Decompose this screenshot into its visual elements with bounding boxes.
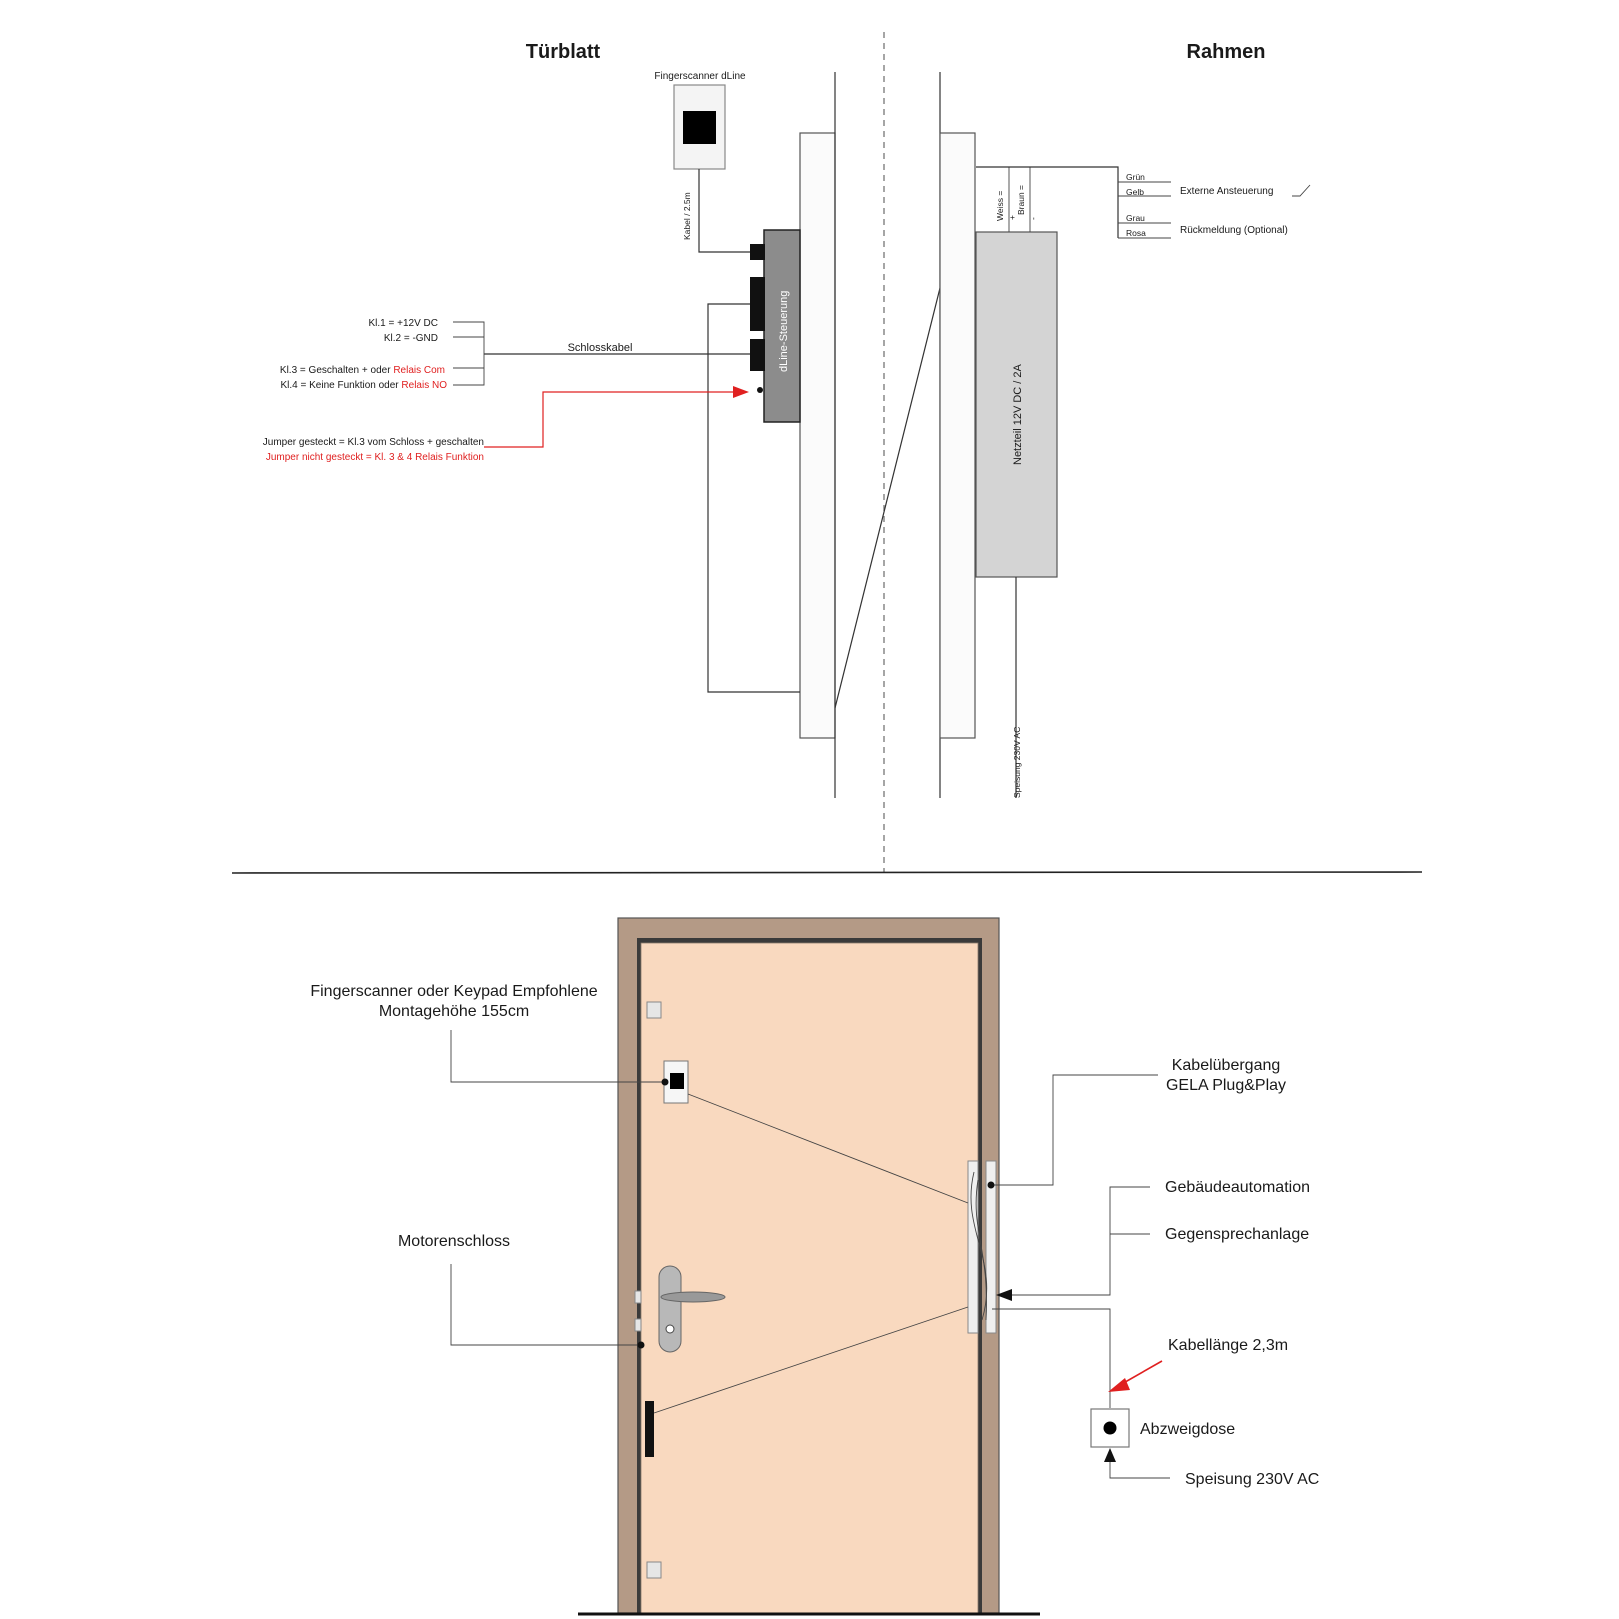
terminal-kl4-red: Relais NO bbox=[401, 380, 447, 391]
handle-plate bbox=[659, 1266, 681, 1352]
feed-arrow-icon bbox=[1104, 1448, 1116, 1462]
fingerscanner-sensor bbox=[683, 111, 716, 144]
terminal-kl4-text: Kl.4 = Keine Funktion oder bbox=[280, 380, 402, 391]
section-separator bbox=[232, 872, 1422, 873]
junction-supply-line bbox=[992, 1309, 1110, 1408]
cable-transfer-leader bbox=[992, 1075, 1158, 1185]
switch-icon bbox=[1292, 185, 1310, 196]
jumper-pin bbox=[757, 387, 763, 393]
junction-box-terminal bbox=[1104, 1422, 1117, 1435]
title-frame: Rahmen bbox=[1186, 41, 1266, 63]
cable-transfer-leaf bbox=[968, 1161, 978, 1333]
psu-feed-label: Speisung 230V AC bbox=[1012, 726, 1022, 798]
controller-label: dLine-Steuerung bbox=[778, 290, 790, 372]
motor-lock-leader-dot bbox=[638, 1342, 645, 1349]
transfer-cable bbox=[835, 288, 940, 708]
building-automation-label: Gebäudeautomation bbox=[1165, 1179, 1310, 1196]
power-feed-label: Speisung 230V AC bbox=[1185, 1471, 1320, 1488]
psu-label: Netzteil 12V DC / 2A bbox=[1012, 364, 1024, 465]
wire-gruen: Grün bbox=[1126, 172, 1145, 182]
door-leaf-panel bbox=[800, 133, 835, 738]
cable-transfer-callout-line2: GELA Plug&Play bbox=[1165, 1077, 1287, 1094]
wire-grau: Grau bbox=[1126, 213, 1145, 223]
door-handle bbox=[661, 1292, 725, 1302]
terminal-kl3 bbox=[280, 365, 445, 376]
junction-box-label: Abzweigdose bbox=[1140, 1421, 1236, 1438]
fingerscanner-callout-line2: Montagehöhe 155cm bbox=[378, 1003, 530, 1020]
cable-length-label: Kabellänge 2,3m bbox=[1168, 1337, 1289, 1354]
power-feed-leader bbox=[1110, 1462, 1170, 1478]
hinge-top bbox=[647, 1002, 661, 1018]
external-control-label: Externe Ansteuerung bbox=[1180, 186, 1274, 197]
intercom-label: Gegensprechanlage bbox=[1165, 1226, 1310, 1243]
bolt-1 bbox=[635, 1291, 641, 1303]
hinge-bottom bbox=[647, 1562, 661, 1578]
scanner-cable bbox=[699, 169, 750, 252]
motor-lock-callout: Motorenschloss bbox=[397, 1233, 511, 1250]
terminal-kl2: Kl.2 = -GND bbox=[383, 333, 438, 344]
wire-plus-label: + bbox=[1007, 215, 1017, 220]
terminal-kl3-text: Kl.3 = Geschalten + oder bbox=[279, 365, 394, 376]
lock-cable-label: Schlosskabel bbox=[567, 342, 633, 354]
terminal-bracket bbox=[453, 322, 484, 385]
bolt-2 bbox=[635, 1319, 641, 1331]
jumper-off-text: Jumper nicht gesteckt = Kl. 3 & 4 Relais Funktion bbox=[265, 452, 484, 463]
keyhole-icon bbox=[666, 1325, 674, 1333]
door-fingerscanner-sensor bbox=[670, 1073, 684, 1089]
fingerscanner-leader-dot bbox=[662, 1079, 669, 1086]
terminal-kl4 bbox=[281, 380, 448, 391]
connector-lock bbox=[750, 339, 765, 371]
title-door-leaf: Türblatt bbox=[525, 41, 601, 63]
top-schematic bbox=[232, 32, 1422, 873]
connector-scanner bbox=[750, 244, 765, 260]
cable-transfer-callout-line1: Kabelübergang bbox=[1171, 1057, 1281, 1074]
wire-minus-label: - bbox=[1028, 217, 1038, 220]
wire-rosa: Rosa bbox=[1126, 228, 1146, 238]
jumper-on-text: Jumper gesteckt = Kl.3 vom Schloss + geschalten bbox=[262, 437, 484, 448]
fingerscanner-label: Fingerscanner dLine bbox=[654, 71, 746, 82]
connector-loop bbox=[750, 277, 765, 331]
jumper-pointer-line bbox=[484, 392, 734, 447]
cable-transfer-leader-dot bbox=[988, 1182, 995, 1189]
frame-panel bbox=[940, 133, 975, 738]
motor-lock-leader bbox=[451, 1264, 640, 1345]
terminal-kl1: Kl.1 = +12V DC bbox=[368, 318, 438, 329]
jumper-pointer-arrow bbox=[733, 386, 749, 398]
feedback-label: Rückmeldung (Optional) bbox=[1180, 225, 1288, 236]
cable-length-arrow-icon bbox=[1108, 1378, 1130, 1392]
fingerscanner-callout-line1: Fingerscanner oder Keypad Empfohlene bbox=[310, 983, 598, 1000]
scanner-cable-label: Kabel / 2.5m bbox=[682, 192, 692, 240]
wire-weiss-label: Weiss = bbox=[995, 190, 1005, 221]
wire-braun-label: Braun = bbox=[1016, 184, 1026, 215]
bottom-door-illustration bbox=[310, 918, 1319, 1614]
building-automation-leader bbox=[1010, 1187, 1150, 1295]
terminal-kl3-red: Relais Com bbox=[393, 365, 445, 376]
motor-lock-strip bbox=[645, 1401, 654, 1457]
wire-gelb: Gelb bbox=[1126, 187, 1144, 197]
door-leaf bbox=[641, 943, 978, 1613]
